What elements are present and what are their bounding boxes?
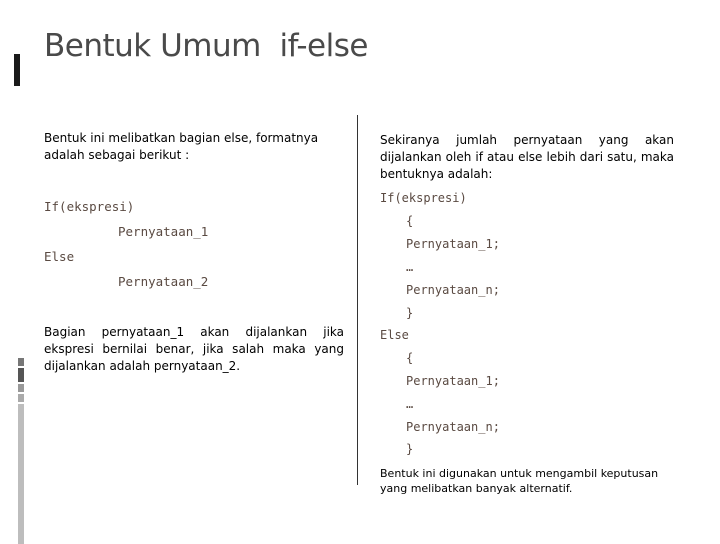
decor-block-3 — [18, 384, 24, 392]
left-code-line: If(ekspresi) — [44, 199, 135, 214]
decor-block-4 — [18, 394, 24, 402]
left-outro: Bagian pernyataan_1 akan dijalankan jika ekspresi bernilai benar, jika salah maka yang dijalankan adalah pernyataan_2. — [44, 325, 344, 373]
right-code-line: { — [406, 351, 414, 365]
right-intro: Sekiranya jumlah pernyataan yang akan dijalankan oleh if atau else lebih dari satu, maka bentuknya adalah: — [380, 133, 674, 181]
column-divider — [357, 115, 358, 485]
left-code-line: Pernyataan_2 — [118, 274, 209, 289]
decor-block-2 — [18, 368, 24, 382]
right-code-line: } — [406, 442, 414, 456]
left-intro: Bentuk ini melibatkan bagian else, formatnya adalah sebagai berikut : — [44, 131, 319, 162]
right-code-line: Pernyataan_n; — [406, 420, 500, 434]
right-code-line: } — [406, 306, 414, 320]
decor-block-1 — [18, 358, 24, 366]
left-code-line: Else — [44, 249, 75, 264]
title-accent-bar — [14, 54, 20, 86]
right-code-line: Pernyataan_n; — [406, 283, 500, 297]
right-code-line: … — [406, 397, 414, 411]
right-code-line: If(ekspresi) — [380, 191, 467, 205]
right-code-line: { — [406, 214, 414, 228]
right-code-line: Pernyataan_1; — [406, 374, 500, 388]
decor-bar — [18, 404, 24, 544]
slide-title: Bentuk Umum if-else — [44, 28, 368, 64]
right-code-line: Else — [380, 328, 409, 342]
left-code-line: Pernyataan_1 — [118, 224, 209, 239]
right-outro: Bentuk ini digunakan untuk mengambil keputusan yang melibatkan banyak alternatif. — [380, 467, 659, 495]
right-code-line: … — [406, 260, 414, 274]
right-code-line: Pernyataan_1; — [406, 237, 500, 251]
